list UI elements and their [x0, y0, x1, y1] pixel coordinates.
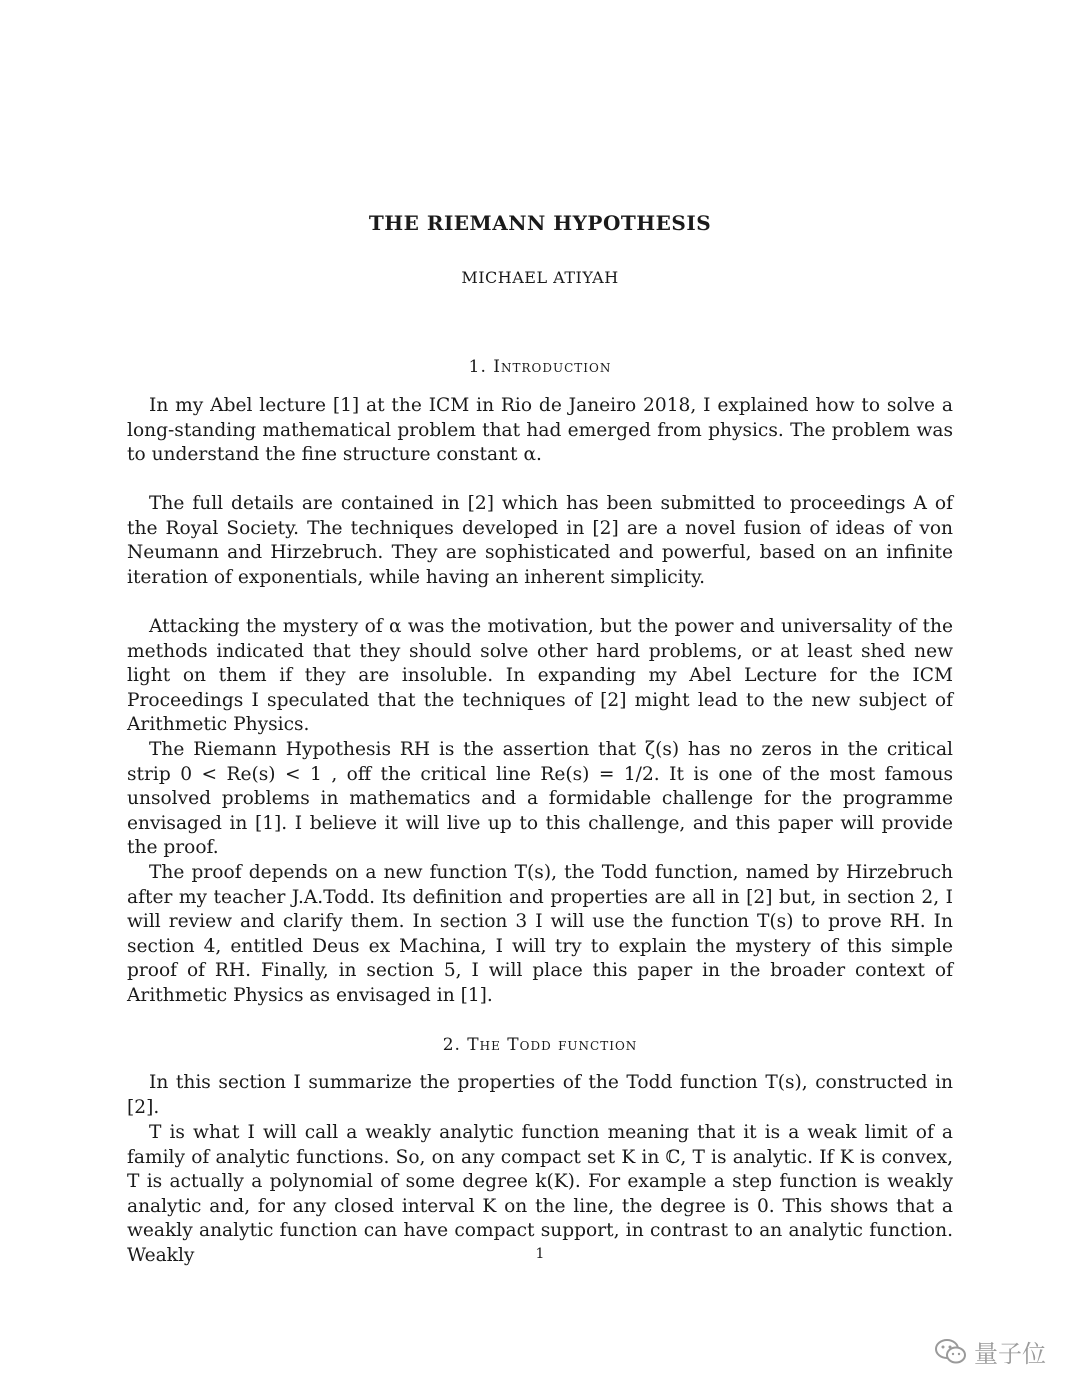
document-page	[127, 0, 953, 1397]
page-number: 1	[535, 1246, 545, 1262]
paragraph: Attacking the mystery of α was the motivation, but the power and universality of the methods indicated that they should solve other hard problems, or at least shed new light on them if they are insoluble. In expanding my Abel Lecture for the ICM Proceedings I speculated that the techniques of [2] might lead to the new subject of Arithmetic Physics.	[127, 616, 953, 736]
watermark-text: 量子位	[974, 1340, 1046, 1368]
wechat-icon	[934, 1338, 968, 1366]
paragraph: In this section I summarize the properties of the Todd function T(s), constructed in [2].	[127, 1072, 953, 1118]
paragraph: In my Abel lecture [1] at the ICM in Rio de Janeiro 2018, I explained how to solve a long-standing mathematical problem that had emerged from physics. The problem was to understand the fine structure constant α.	[127, 395, 953, 466]
section-heading-todd-function: 2. The Todd function	[442, 1035, 638, 1055]
watermark	[934, 1334, 1046, 1369]
paragraph: The proof depends on a new function T(s), the Todd function, named by Hirzebruch after my teacher J.A.Todd. Its definition and properties are all in [2] but, in section 2, I will review and clarify them. In section 3 I will use the function T(s) to prove RH. In section 4, entitled Deus ex Machina, I will try to explain the mystery of this simple proof of RH. Finally, in section 5, I will place this paper in the broader context of Arithmetic Physics as envisaged in [1].	[127, 862, 953, 1006]
paragraph: The full details are contained in [2] which has been submitted to proceedings A of the Royal Society. The techniques developed in [2] are a novel fusion of ideas of von Neumann and Hirzebruch. They are sophisticated and powerful, based on an infinite iteration of exponentials, while having an inherent simplicity.	[127, 493, 953, 588]
section-heading-introduction: 1. Introduction	[468, 357, 612, 377]
paper-author: MICHAEL ATIYAH	[461, 268, 619, 287]
paper-title: THE RIEMANN HYPOTHESIS	[368, 211, 712, 235]
paragraph: T is what I will call a weakly analytic function meaning that it is a weak limit of a family of analytic functions. So, on any compact set K in ℂ, T is analytic. If K is convex, T is actually a polynomial of some degree k(K). For example a step function is weakly analytic and, for any closed interval K on the line, the degree is 0. This shows that a weakly analytic function can have compact support, in contrast to an analytic function. Weakly	[127, 1122, 953, 1266]
paragraph: The Riemann Hypothesis RH is the assertion that ζ(s) has no zeros in the critical strip 0 < Re(s) < 1 , off the critical line Re(s) = 1/2. It is one of the most famous unsolved problems in mathematics and a formidable challenge for the programme envisaged in [1]. I believe it will live up to this challenge, and this paper will provide the proof.	[127, 739, 953, 859]
